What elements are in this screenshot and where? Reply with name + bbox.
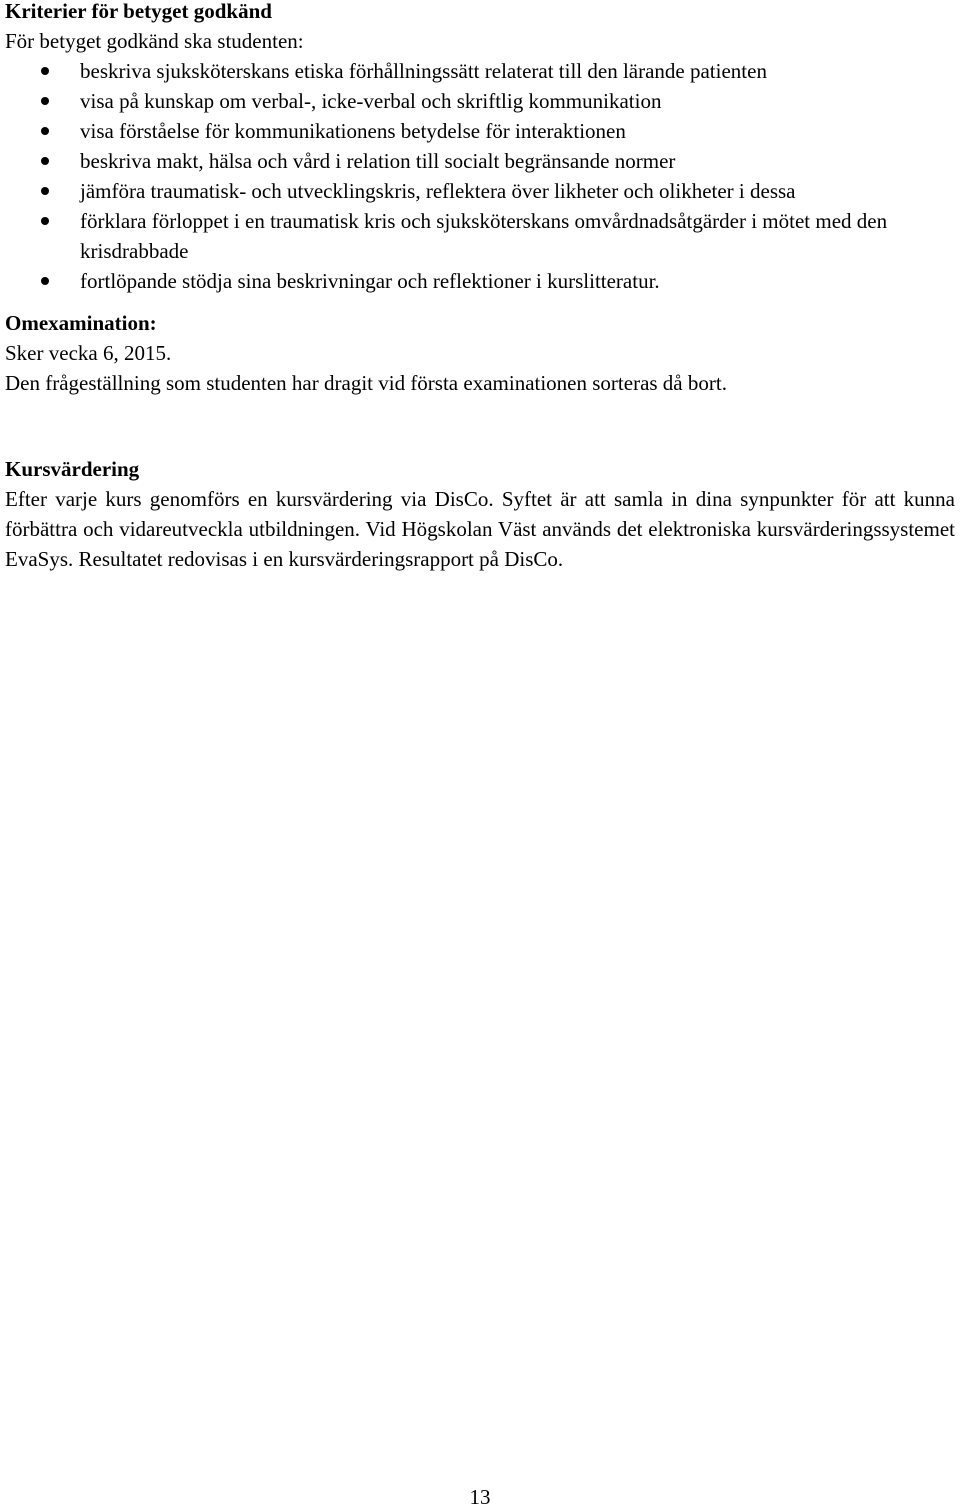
list-item [5, 116, 957, 146]
omexamination-note: Den frågeställning som studenten har dragit vid första examinationen sorteras då bort. [5, 371, 727, 395]
omexamination-section [5, 308, 957, 398]
omexamination-date: Sker vecka 6, 2015. [5, 341, 172, 365]
course-evaluation-text: Efter varje kurs genomförs en kursvärdering via DisCo. Syftet är att samla in dina synpunkter för att kunna förbättra och vidareutveckla utbildningen. Vid Högskolan Väst används det elektroniska kursvärderingssystemet EvaSys. Resultatet redovisas i en kursvärderingsrapport på DisCo. [5, 487, 955, 571]
omexamination-heading: Omexamination: [5, 311, 157, 335]
bullet-icon [41, 187, 49, 195]
list-item-text: förklara förloppet i en traumatisk kris och sjuksköterskans omvårdnadsåtgärder i mötet med den krisdrabbade [80, 209, 888, 263]
list-item [5, 86, 957, 116]
list-item-text: beskriva sjuksköterskans etiska förhållningssätt relaterat till den lärande patienten [80, 59, 767, 83]
list-item [5, 146, 957, 176]
list-item-text: beskriva makt, hälsa och vård i relation till socialt begränsande normer [80, 149, 676, 173]
list-item [5, 206, 957, 266]
bullet-icon [41, 157, 49, 165]
course-evaluation-section [5, 454, 957, 574]
list-item [5, 266, 957, 296]
page-number: 13 [469, 1485, 491, 1509]
document-page [5, 0, 957, 574]
criteria-section [5, 0, 957, 296]
criteria-heading: Kriterier för betyget godkänd [5, 0, 272, 23]
list-item [5, 56, 957, 86]
list-item-text: visa förståelse för kommunikationens betydelse för interaktionen [80, 119, 626, 143]
list-item [5, 176, 957, 206]
bullet-icon [41, 67, 49, 75]
list-item-text: fortlöpande stödja sina beskrivningar och reflektioner i kurslitteratur. [80, 269, 660, 293]
criteria-list [5, 56, 957, 296]
list-item-text: visa på kunskap om verbal-, icke-verbal och skriftlig kommunikation [80, 89, 662, 113]
bullet-icon [41, 97, 49, 105]
course-evaluation-heading: Kursvärdering [5, 457, 140, 481]
bullet-icon [41, 127, 49, 135]
bullet-icon [41, 217, 49, 225]
criteria-intro: För betyget godkänd ska studenten: [5, 29, 304, 53]
list-item-text: jämföra traumatisk- och utvecklingskris, reflektera över likheter och olikheter i dessa [80, 179, 796, 203]
bullet-icon [41, 277, 49, 285]
